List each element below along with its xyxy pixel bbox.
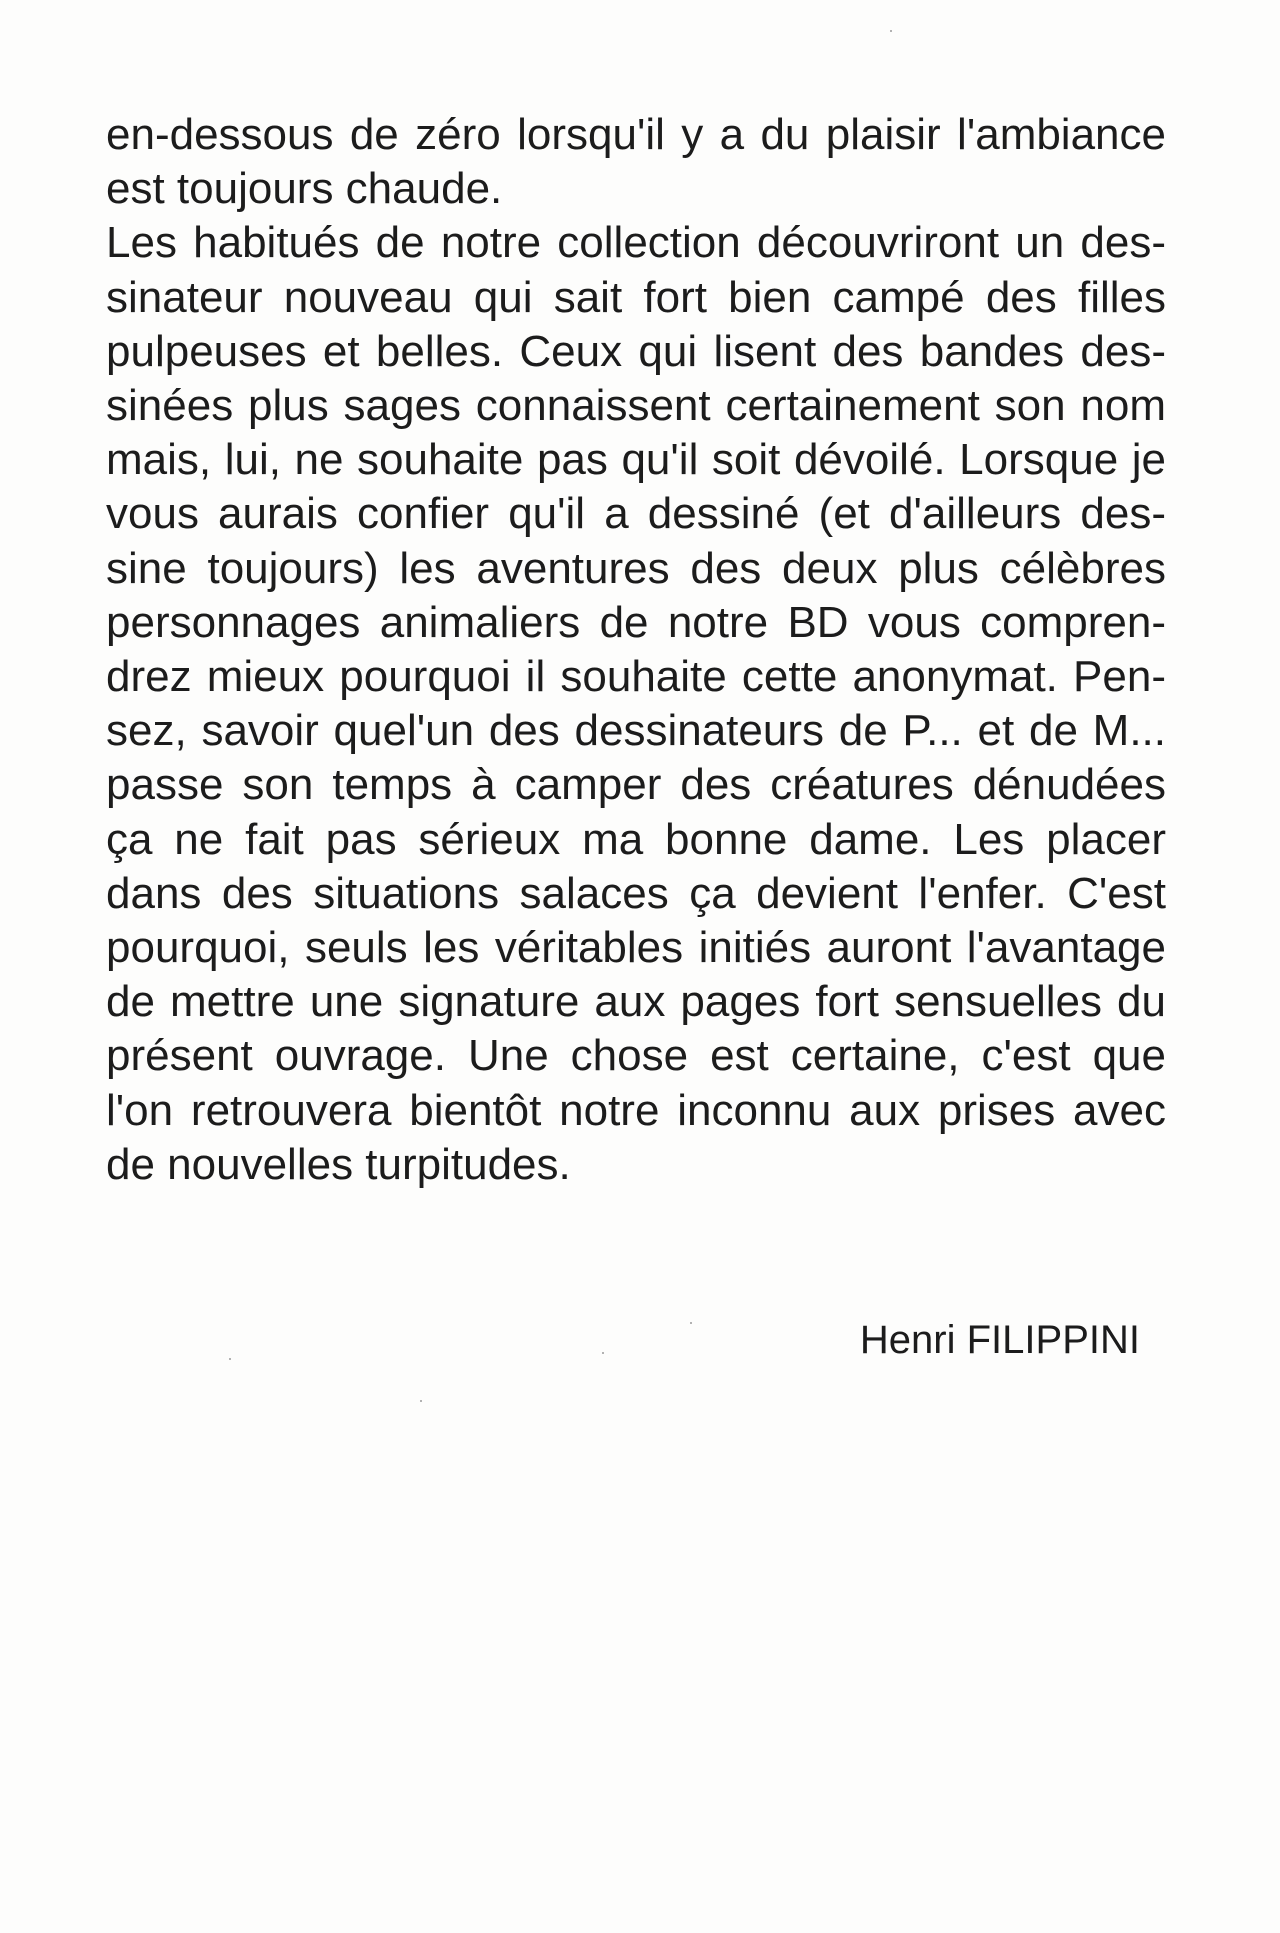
text-line: est toujours chaude.: [106, 164, 503, 214]
text-line: personnages animaliers de notre BD vous compren-: [106, 597, 1166, 647]
text-line: Les habitués de notre collection découvriront un des-: [106, 218, 1166, 268]
text-line: pourquoi, seuls les véritables initiés auront l'avantage: [106, 923, 1166, 973]
text-line: passe son temps à camper des créatures dénudées: [106, 760, 1166, 810]
text-line: en-dessous de zéro lorsqu'il y a du plaisir l'ambiance: [106, 110, 1166, 159]
text-line: pulpeuses et belles. Ceux qui lisent des bandes des-: [106, 326, 1166, 376]
text-line: sinées plus sages connaissent certainement son nom: [106, 381, 1166, 431]
scan-speck: [229, 1358, 231, 1360]
scan-speck: [602, 1352, 604, 1354]
text-line: l'on retrouvera bientôt notre inconnu aux prises avec: [106, 1085, 1166, 1135]
text-line: mais, lui, ne souhaite pas qu'il soit dévoilé. Lorsque je: [106, 435, 1166, 485]
scan-speck: [420, 1400, 422, 1402]
text-line: dans des situations salaces ça devient l'enfer. C'est: [106, 868, 1166, 918]
text-line: présent ouvrage. Une chose est certaine, c'est que: [106, 1031, 1166, 1081]
body-text: [106, 108, 1166, 1192]
text-line: sinateur nouveau qui sait fort bien campé des filles: [106, 272, 1166, 322]
text-line: ça ne fait pas sérieux ma bonne dame. Les placer: [106, 814, 1166, 864]
scan-speck: [690, 1322, 692, 1324]
text-line: drez mieux pourquoi il souhaite cette anonymat. Pen-: [106, 652, 1166, 702]
text-line: sine toujours) les aventures des deux plus célèbres: [106, 543, 1166, 593]
text-line: de mettre une signature aux pages fort sensuelles du: [106, 977, 1166, 1027]
text-line: de nouvelles turpitudes.: [106, 1139, 571, 1189]
scan-speck: [890, 30, 892, 32]
author-signature: Henri FILIPPINI: [859, 1318, 1140, 1362]
text-line: vous aurais confier qu'il a dessiné (et d'ailleurs des-: [106, 489, 1166, 539]
text-line: sez, savoir quel'un des dessinateurs de P... et de M...: [106, 706, 1166, 756]
